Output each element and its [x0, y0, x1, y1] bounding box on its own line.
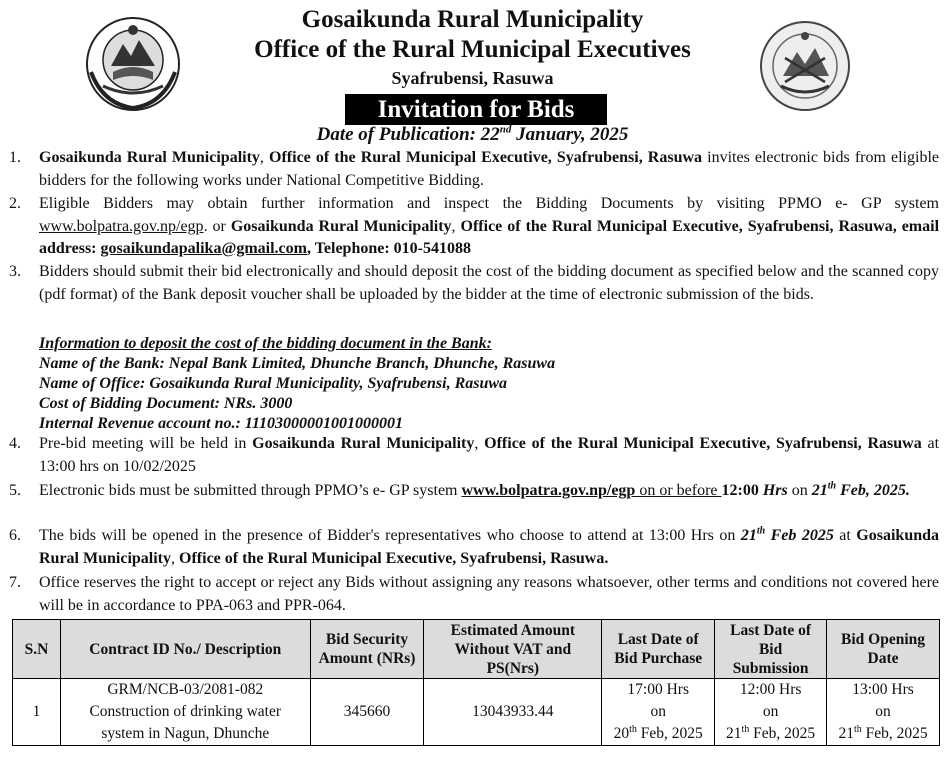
header-last-date-submission: Last Date of Bid Submission	[715, 620, 827, 679]
notice-banner: Invitation for Bids	[345, 94, 607, 125]
table-row	[13, 679, 940, 746]
item-number: 1.	[9, 149, 21, 166]
cell-estimated-amount: 13043933.44	[424, 679, 602, 746]
bid-document-cost: Cost of Bidding Document: NRs. 3000	[39, 395, 293, 412]
item-number: 4.	[9, 435, 21, 452]
header-contract: Contract ID No./ Description	[60, 620, 310, 679]
header-bid-opening: Bid Opening Date	[827, 620, 940, 679]
clause-5: Electronic bids must be submitted through PPMO’s e- GP system www.bolpatra.gov.np/egp on or before 12:00 Hrs on 21th Feb, 2025.	[39, 480, 910, 499]
clause-3: Bidders should submit their bid electronically and should deposit the cost of the bidding document as specified below and the scanned copy (pdf format) of the Bank deposit voucher shall be uploaded by the bidder at the time of electronic submission of the bids.	[39, 263, 939, 303]
table-header-row	[13, 620, 940, 679]
header-bid-security: Bid Security Amount (NRs)	[310, 620, 424, 679]
cell-bid-opening: 13:00 Hrs on 21th Feb, 2025	[827, 679, 940, 746]
egp-link[interactable]: www.bolpatra.gov.np/egp	[39, 217, 204, 235]
header-estimated-amount: Estimated Amount Without VAT and PS(Nrs)	[424, 620, 602, 679]
bank-info-heading: Information to deposit the cost of the bidding document in the Bank:	[39, 335, 492, 352]
cell-sn: 1	[13, 679, 61, 746]
clause-6: The bids will be opened in the presence of Bidder's representatives who choose to attend at 13:00 Hrs on 21th Feb 2025 at Gosaikunda Rural Municipality, Office of the Rural Municipal Executive, Syafrubensi, Rasuwa.	[39, 525, 940, 567]
cell-last-date-submission: 12:00 Hrs on 21th Feb, 2025	[715, 679, 827, 746]
office-name: Office of the Rural Municipal Executives	[254, 36, 691, 63]
office-location: Syafrubensi, Rasuwa	[391, 68, 554, 88]
clause-4: Pre-bid meeting will be held in Gosaikunda Rural Municipality, Office of the Rural Municipal Executive, Syafrubensi, Rasuwa at 13:00 hrs on 10/02/2025	[39, 435, 940, 475]
item-number: 3.	[9, 263, 21, 280]
header-last-date-purchase: Last Date of Bid Purchase	[602, 620, 715, 679]
bank-office: Name of Office: Gosaikunda Rural Municipality, Syafrubensi, Rasuwa	[39, 375, 508, 392]
organization-name: Gosaikunda Rural Municipality	[301, 6, 644, 33]
publication-date: Date of Publication: 22nd January, 2025	[316, 123, 629, 145]
clause-7: Office reserves the right to accept or reject any Bids without assigning any reasons whatsoever, other terms and conditions not covered here will be in accordance to PPA-063 and PPR-064.	[39, 574, 939, 614]
cell-last-date-purchase: 17:00 Hrs on 20th Feb, 2025	[602, 679, 715, 746]
item-number: 5.	[9, 482, 21, 499]
email-link[interactable]: gosaikundapalika@gmail.com	[100, 240, 307, 257]
bids-table	[12, 619, 940, 746]
revenue-account: Internal Revenue account no.: 11103000001001000001	[39, 415, 404, 432]
item-number: 7.	[9, 574, 21, 591]
cell-contract: GRM/NCB-03/2081-082 Construction of drinking water system in Nagun, Dhunche	[60, 679, 310, 746]
clause-1: Gosaikunda Rural Municipality, Office of the Rural Municipal Executive, Syafrubensi, Rasuwa invites electronic bids from eligible bidders for the following works under National Competitive Bidding.	[39, 149, 940, 189]
cell-bid-security: 345660	[310, 679, 424, 746]
bank-name: Name of the Bank: Nepal Bank Limited, Dhunche Branch, Dhunche, Rasuwa	[39, 355, 556, 372]
clause-2: Eligible Bidders may obtain further information and inspect the Bidding Documents by visiting PPMO e- GP system www.bolpatra.gov.np/egp. or Gosaikunda Rural Municipality, Office of the Rural Municipal Executive, Syafrubensi, Rasuwa, email address: gosaikundapalika@gmail.com, Telephone: 010-541088	[39, 195, 940, 257]
header-sn: S.N	[13, 620, 61, 679]
item-number: 2.	[9, 195, 21, 212]
egp-link[interactable]: www.bolpatra.gov.np/egp	[461, 482, 636, 499]
item-number: 6.	[9, 527, 21, 544]
